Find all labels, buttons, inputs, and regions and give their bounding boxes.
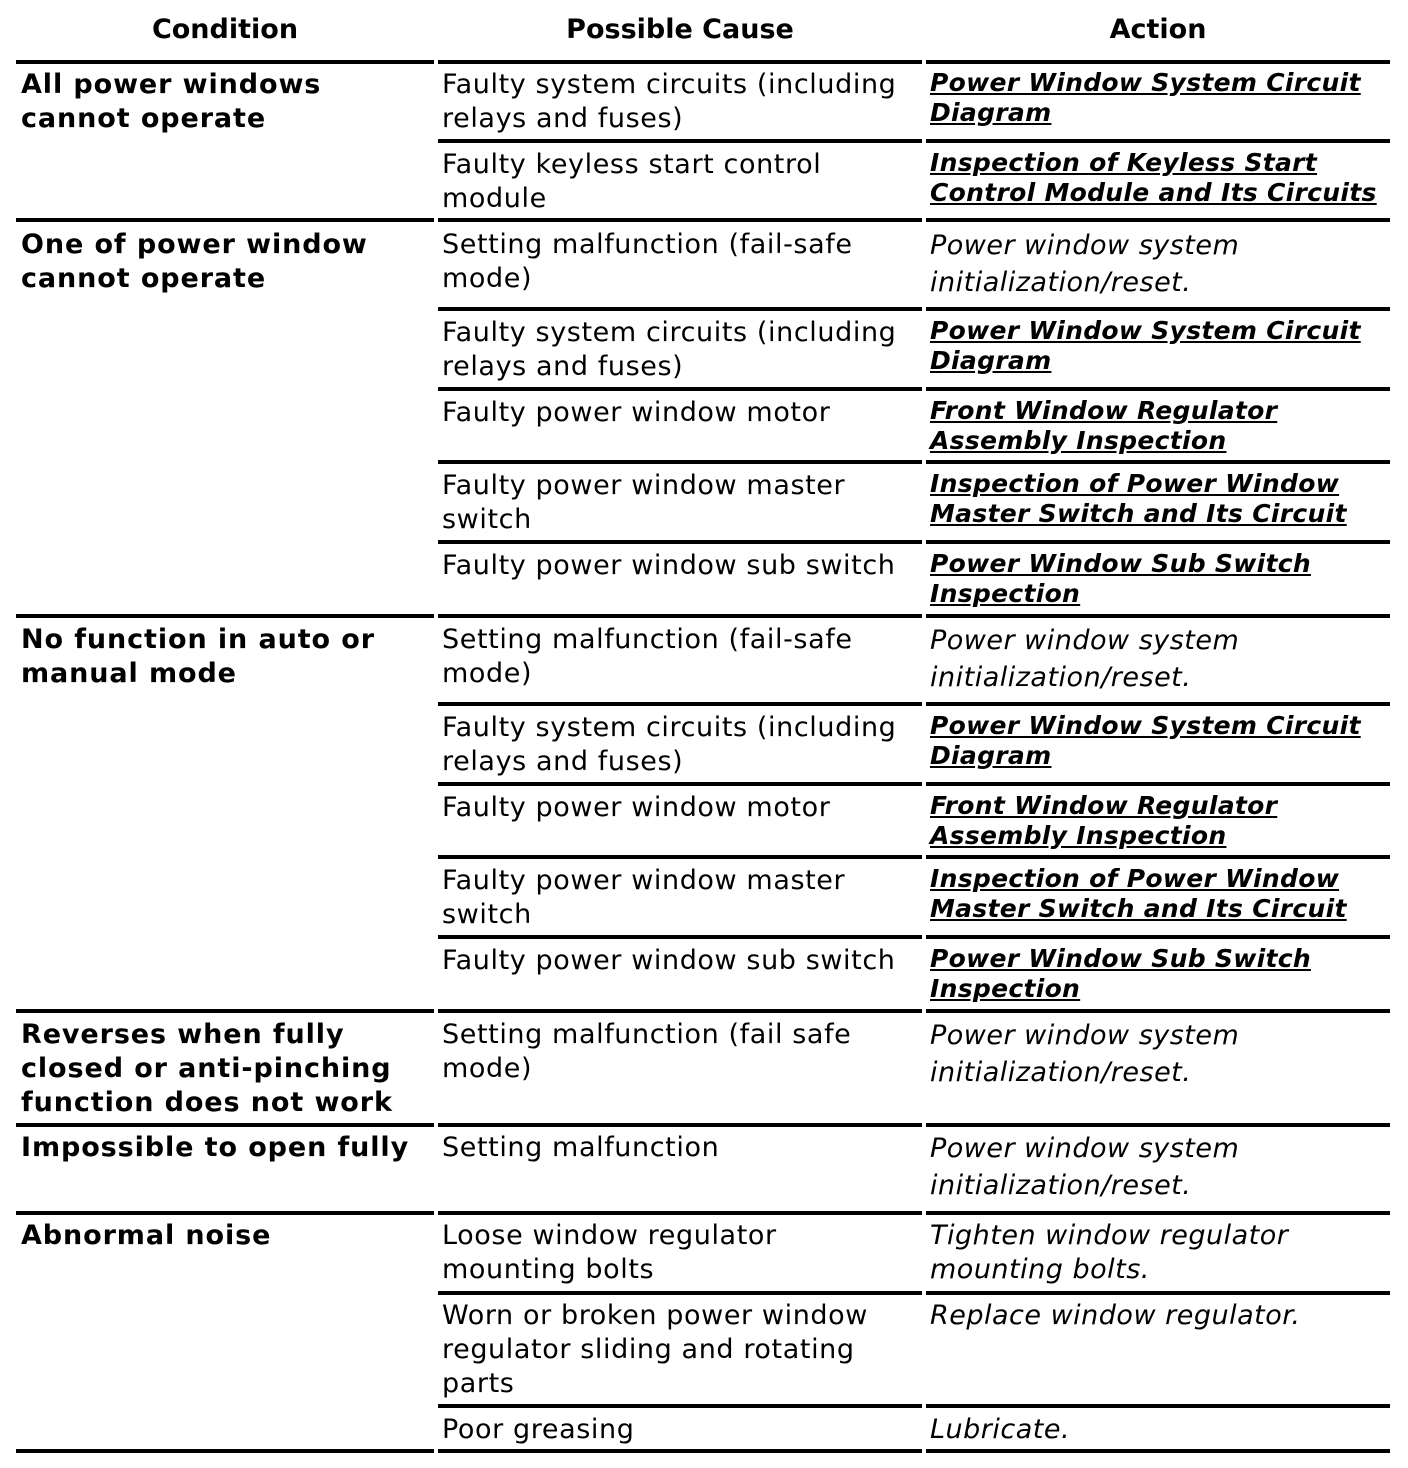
rule xyxy=(926,855,1390,859)
rule xyxy=(438,139,922,143)
rule xyxy=(16,60,434,64)
rule xyxy=(438,1404,922,1408)
action-text: Replace window regulator. xyxy=(930,1300,1301,1331)
cause-cell: Worn or broken power window regulator sliding and rotating parts xyxy=(442,1300,868,1399)
action-link[interactable]: Power Window Sub Switch Inspection xyxy=(930,944,1311,1003)
cause-cell: Faulty power window motor xyxy=(442,397,831,428)
table-header xyxy=(16,0,1390,60)
rule xyxy=(16,614,434,618)
rule xyxy=(926,460,1390,464)
action-text: Tighten window regulator mounting bolts. xyxy=(930,1220,1289,1285)
cause-cell: Faulty keyless start control module xyxy=(442,149,822,214)
rule xyxy=(926,1211,1390,1215)
action-link[interactable]: Inspection of Power Window Master Switch and Its Circuit xyxy=(930,864,1347,923)
rule xyxy=(438,855,922,859)
rule xyxy=(926,782,1390,786)
rule xyxy=(438,1211,922,1215)
rule xyxy=(926,935,1390,939)
rule xyxy=(926,1123,1390,1127)
rule xyxy=(926,60,1390,64)
action-link[interactable]: Inspection of Power Window Master Switch and Its Circuit xyxy=(930,469,1347,528)
rule xyxy=(16,218,434,222)
cause-cell: Faulty power window motor xyxy=(442,792,831,823)
cause-cell: Faulty system circuits (including relays and fuses) xyxy=(442,712,897,777)
cause-cell: Setting malfunction (fail safe mode) xyxy=(442,1019,852,1084)
action-text: Lubricate. xyxy=(930,1414,1071,1445)
condition-cell: All power windows cannot operate xyxy=(21,69,322,134)
rule xyxy=(438,614,922,618)
rule xyxy=(438,1009,922,1013)
condition-cell: No function in auto or manual mode xyxy=(21,624,375,689)
cause-cell: Loose window regulator mounting bolts xyxy=(442,1220,777,1285)
condition-cell: Impossible to open fully xyxy=(21,1132,410,1163)
cause-cell: Faulty system circuits (including relays and fuses) xyxy=(442,317,897,382)
cause-cell: Faulty power window master switch xyxy=(442,865,846,930)
condition-cell: One of power window cannot operate xyxy=(21,229,368,294)
rule xyxy=(438,540,922,544)
rule xyxy=(926,1449,1390,1453)
rule xyxy=(438,935,922,939)
rule xyxy=(926,540,1390,544)
action-link[interactable]: Front Window Regulator Assembly Inspection xyxy=(930,791,1278,850)
cause-cell: Faulty power window sub switch xyxy=(442,550,896,581)
cause-cell: Setting malfunction (fail-safe mode) xyxy=(442,229,853,294)
rule xyxy=(16,1211,434,1215)
rule xyxy=(926,702,1390,706)
condition-cell: Abnormal noise xyxy=(21,1220,272,1251)
rule xyxy=(438,60,922,64)
rule xyxy=(438,460,922,464)
rule xyxy=(16,1123,434,1127)
cause-cell: Faulty system circuits (including relays and fuses) xyxy=(442,69,897,134)
rule xyxy=(438,702,922,706)
cause-cell: Poor greasing xyxy=(442,1414,635,1445)
rule xyxy=(16,1009,434,1013)
cause-cell: Faulty power window master switch xyxy=(442,470,846,535)
rule xyxy=(926,387,1390,391)
rule xyxy=(438,307,922,311)
condition-cell: Reverses when fully closed or anti-pinching function does not work xyxy=(21,1019,393,1118)
action-text: Power window system initialization/reset. xyxy=(930,230,1240,298)
rule xyxy=(438,1449,922,1453)
header-action: Action xyxy=(1109,14,1207,45)
rule xyxy=(926,1291,1390,1295)
rule xyxy=(438,387,922,391)
rule xyxy=(926,307,1390,311)
rule xyxy=(926,1009,1390,1013)
action-text: Power window system initialization/reset. xyxy=(930,1133,1240,1201)
cause-cell: Setting malfunction (fail-safe mode) xyxy=(442,624,853,689)
action-link[interactable]: Power Window System Circuit Diagram xyxy=(930,68,1361,127)
action-text: Power window system initialization/reset. xyxy=(930,625,1240,693)
header-condition: Condition xyxy=(151,14,299,45)
cause-cell: Setting malfunction xyxy=(442,1132,720,1163)
rule xyxy=(438,1291,922,1295)
rule xyxy=(438,218,922,222)
action-link[interactable]: Power Window System Circuit Diagram xyxy=(930,711,1361,770)
header-cause: Possible Cause xyxy=(566,14,794,45)
action-link[interactable]: Power Window System Circuit Diagram xyxy=(930,316,1361,375)
rule xyxy=(926,614,1390,618)
rule xyxy=(926,1404,1390,1408)
rule xyxy=(926,139,1390,143)
rule xyxy=(438,782,922,786)
action-link[interactable]: Power Window Sub Switch Inspection xyxy=(930,549,1311,608)
action-text: Power window system initialization/reset. xyxy=(930,1020,1240,1088)
rule xyxy=(438,1123,922,1127)
rule xyxy=(16,1449,434,1453)
rule xyxy=(926,218,1390,222)
cause-cell: Faulty power window sub switch xyxy=(442,945,896,976)
action-link[interactable]: Front Window Regulator Assembly Inspection xyxy=(930,396,1278,455)
action-link[interactable]: Inspection of Keyless Start Control Module and Its Circuits xyxy=(930,148,1377,207)
